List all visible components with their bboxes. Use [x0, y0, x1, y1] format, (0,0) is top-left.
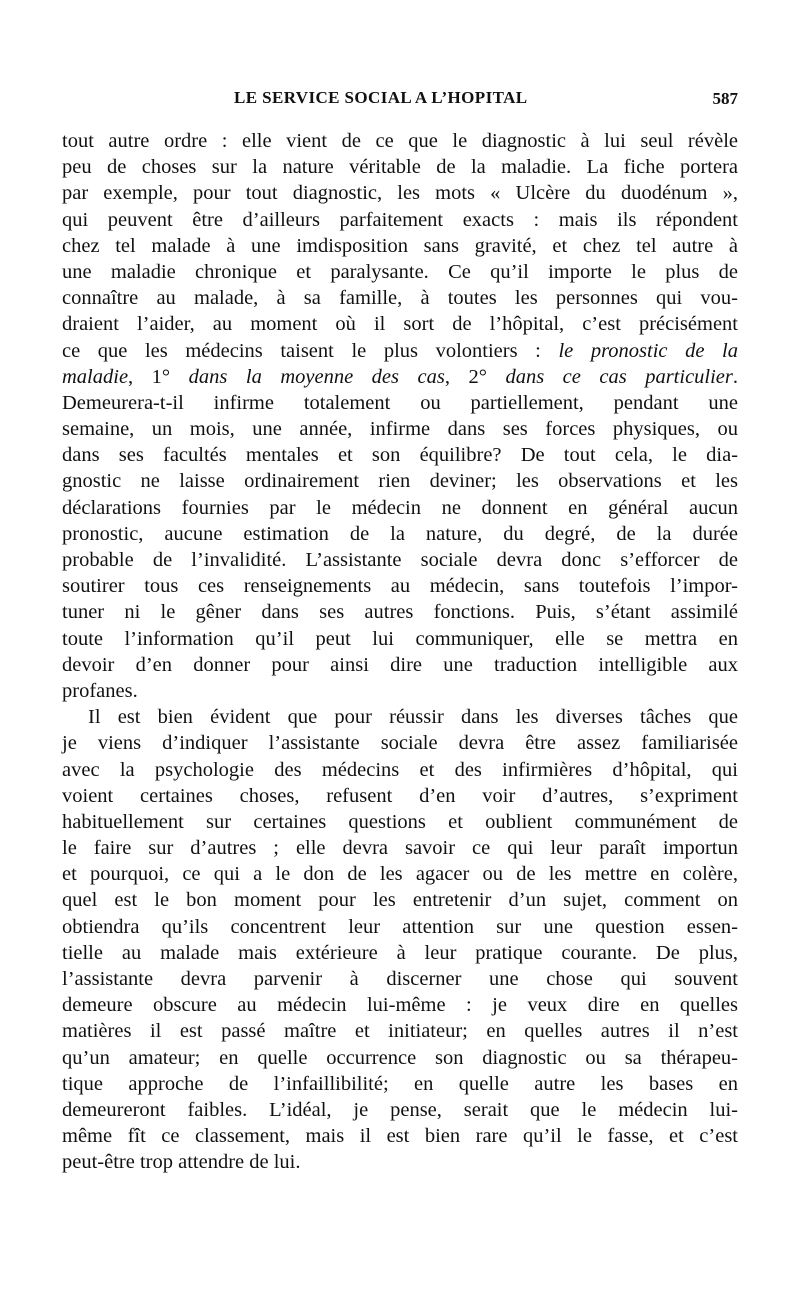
text-line — [62, 835, 738, 861]
text-segment: habituellement sur certaines questions et oublient communément de — [62, 810, 738, 833]
text-line — [62, 1149, 738, 1175]
text-line — [62, 338, 738, 364]
text-line — [62, 966, 738, 992]
text-segment: avec la psychologie des médecins et des infirmières d’hôpital, qui — [62, 758, 738, 781]
text-segment: ce que les médecins taisent le plus volontiers : — [62, 339, 559, 362]
text-segment: obtiendra qu’ils concentrent leur attention sur une question essen- — [62, 915, 738, 938]
text-line — [62, 259, 738, 285]
italic-segment: dans la moyenne des cas — [188, 365, 445, 388]
text-segment: Il est bien évident que pour réussir dans les diverses tâches que — [88, 706, 738, 729]
text-line — [62, 809, 738, 835]
text-segment: probable de l’invalidité. L’assistante sociale devra donc s’efforcer de — [62, 549, 738, 571]
text-line — [62, 285, 738, 311]
text-line — [62, 154, 738, 180]
text-line — [62, 207, 738, 233]
text-segment: toute l’information qu’il peut lui communiquer, elle se mettra en — [62, 627, 738, 650]
text-segment: , 2° — [444, 365, 506, 388]
text-segment: matières il est passé maître et initiateur; en quelles autres il n’est — [62, 1020, 738, 1043]
text-segment: soutirer tous ces renseignements au médecin, sans toutefois l’impor- — [62, 575, 738, 598]
text-line — [62, 861, 738, 887]
text-line — [62, 468, 738, 494]
text-segment: demeureront faibles. L’idéal, je pense, serait que le médecin lui- — [62, 1098, 738, 1121]
text-segment: draient l’aider, au moment où il sort de l’hôpital, c’est précisément — [62, 313, 738, 336]
text-line — [62, 416, 738, 442]
text-line — [62, 678, 738, 704]
italic-segment: maladie — [62, 365, 129, 388]
text-segment: tuner ni le gêner dans ses autres fonctions. Puis, s’étant assimilé — [62, 601, 738, 624]
paragraph — [62, 128, 738, 704]
italic-segment: le pronostic de la — [558, 339, 738, 362]
text-segment: tique approche de l’infaillibilité; en quelle autre les bases en — [62, 1072, 738, 1095]
text-segment: gnostic ne laisse ordinairement rien deviner; les observations et les — [62, 470, 738, 493]
text-segment: voient certaines choses, refusent d’en voir d’autres, s’expriment — [62, 784, 738, 807]
text-segment: une maladie chronique et paralysante. Ce qu’il importe le plus de — [62, 260, 738, 283]
text-line — [62, 390, 738, 416]
text-line — [62, 311, 738, 337]
text-segment: semaine, un mois, une année, infirme dans ses forces physiques, ou — [62, 418, 738, 441]
italic-segment: dans ce cas particulier — [505, 365, 733, 388]
running-title: LE SERVICE SOCIAL A L’HOPITAL — [234, 88, 528, 107]
paragraph — [62, 704, 738, 1175]
text-segment: dans ses facultés mentales et son équilibre? De tout cela, le dia- — [62, 444, 738, 467]
text-line — [62, 757, 738, 783]
text-line — [62, 573, 738, 599]
text-segment: déclarations fournies par le médecin ne donnent en général aucun — [62, 496, 738, 519]
text-line — [62, 233, 738, 259]
running-header — [62, 88, 738, 116]
text-segment: , 1° — [128, 365, 189, 388]
text-segment: par exemple, pour tout diagnostic, les mots « Ulcère du duodénum », — [62, 182, 738, 205]
text-line — [62, 652, 738, 678]
text-segment: je viens d’indiquer l’assistante sociale devra être assez familiarisée — [62, 732, 738, 755]
body-text — [62, 128, 738, 1176]
text-segment: et pourquoi, ce qui a le don de les agacer ou de les mettre en colère, — [62, 863, 738, 886]
text-segment: demeure obscure au médecin lui-même : je veux dire en quelles — [62, 994, 738, 1017]
text-line — [62, 1071, 738, 1097]
text-line — [62, 704, 738, 730]
text-line — [62, 180, 738, 206]
text-segment: l’assistante devra parvenir à discerner une chose qui souvent — [62, 968, 738, 990]
text-line — [62, 521, 738, 547]
text-line — [62, 128, 738, 154]
text-line — [62, 442, 738, 468]
text-line — [62, 1045, 738, 1071]
text-line — [62, 547, 738, 573]
text-line — [62, 626, 738, 652]
text-segment: le faire sur d’autres ; elle devra savoir ce qui leur paraît importun — [62, 837, 738, 860]
text-line — [62, 364, 738, 390]
text-line — [62, 1018, 738, 1044]
text-line — [62, 1123, 738, 1149]
text-segment: devoir d’en donner pour ainsi dire une traduction intelligible aux — [62, 653, 738, 676]
text-segment: Demeurera-t-il infirme totalement ou partiellement, pendant une — [62, 391, 738, 414]
text-segment: peu de choses sur la nature véritable de la maladie. La fiche portera — [62, 156, 738, 179]
text-line — [62, 730, 738, 756]
text-line — [62, 495, 738, 521]
text-segment: tielle au malade mais extérieure à leur pratique courante. De plus, — [62, 941, 738, 964]
text-line — [62, 992, 738, 1018]
text-segment: même fît ce classement, mais il est bien rare qu’il le fasse, et c’est — [62, 1125, 738, 1148]
text-segment: tout autre ordre : elle vient de ce que le diagnostic à lui seul révèle — [62, 130, 738, 152]
text-line — [62, 887, 738, 913]
text-segment: profanes. — [62, 679, 138, 702]
text-segment: connaître au malade, à sa famille, à toutes les personnes qui vou- — [62, 287, 738, 310]
text-segment: pronostic, aucune estimation de la nature, du degré, de la durée — [62, 522, 738, 545]
text-line — [62, 940, 738, 966]
text-line — [62, 1097, 738, 1123]
text-line — [62, 599, 738, 625]
page-number: 587 — [712, 89, 738, 108]
text-segment: qui peuvent être d’ailleurs parfaitement exacts : mais ils répondent — [62, 208, 738, 231]
text-segment: qu’un amateur; en quelle occurrence son diagnostic ou sa thérapeu- — [62, 1046, 738, 1069]
text-segment: chez tel malade à une imdisposition sans gravité, et chez tel autre à — [62, 234, 738, 257]
text-line — [62, 914, 738, 940]
text-line — [62, 783, 738, 809]
text-segment: . — [732, 365, 739, 388]
text-segment: quel est le bon moment pour les entretenir d’un sujet, comment on — [62, 889, 738, 912]
text-segment: peut-être trop attendre de lui. — [62, 1151, 301, 1174]
